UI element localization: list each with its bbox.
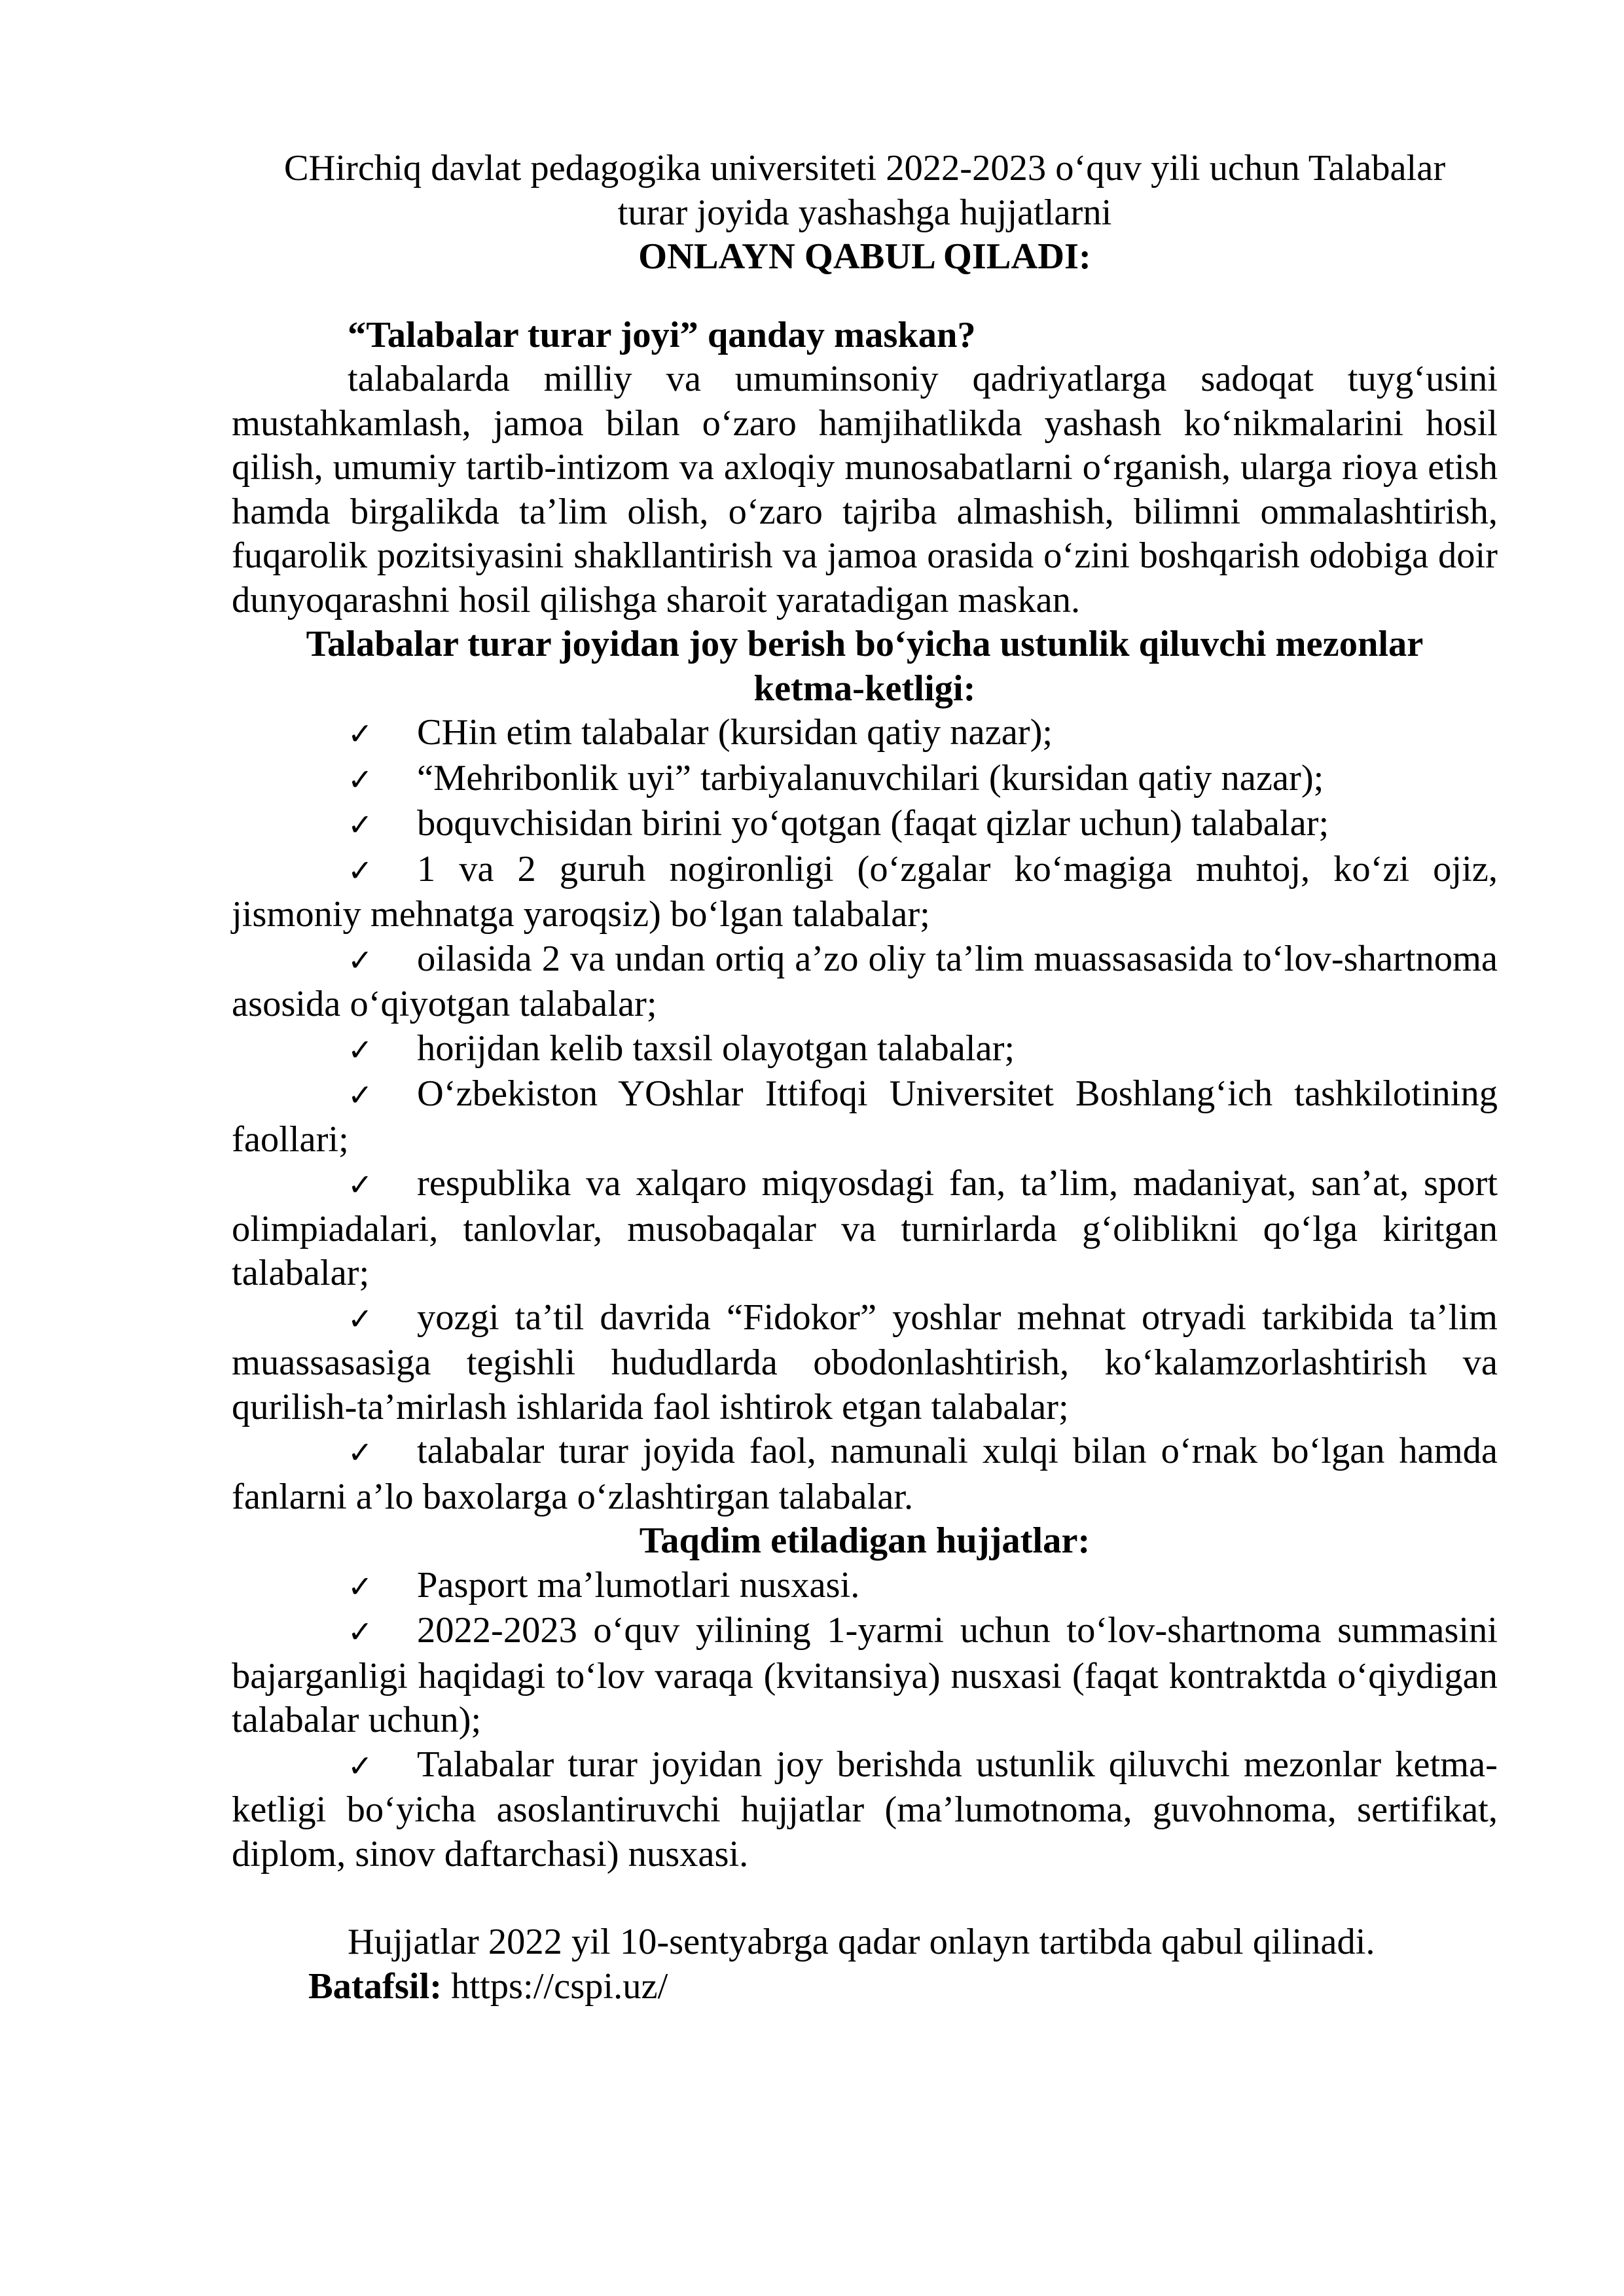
list-item xyxy=(232,1743,1498,1877)
checkmark-icon: ✓ xyxy=(348,1077,373,1113)
list-item xyxy=(232,848,1498,937)
criteria-item-text: yozgi ta’til davrida “Fidokor” yoshlar mehnat otryadi tarkibida ta’lim muassasasiga tegishli hududlarda obodonlashtirish, ko‘kalamzorlashtirish va qurilish-ta’mirlash ishlarida faol ishtirok etgan talabalar; xyxy=(232,1297,1498,1427)
deadline-note: Hujjatlar 2022 yil 10-sentyabrga qadar onlayn tartibda qabul qilinadi. xyxy=(348,1922,1375,1962)
header-line-2: turar joyida yashashga hujjatlarni xyxy=(617,192,1112,233)
checkmark-icon: ✓ xyxy=(348,1568,373,1604)
list-item xyxy=(232,757,1498,802)
criteria-item-text: horijdan kelib taxsil olayotgan talabalar; xyxy=(417,1028,1015,1069)
checkmark-icon: ✓ xyxy=(348,807,373,842)
checkmark-icon: ✓ xyxy=(348,716,373,751)
list-item xyxy=(232,1027,1498,1073)
list-item xyxy=(232,1609,1498,1743)
criteria-item-text: talabalar turar joyida faol, namunali xulqi bilan o‘rnak bo‘lgan hamda fanlarni a’lo baxolarga o‘zlashtirgan talabalar. xyxy=(232,1431,1498,1517)
criteria-list xyxy=(232,711,1498,1519)
checkmark-icon: ✓ xyxy=(348,1748,373,1784)
list-item xyxy=(232,1429,1498,1519)
intro-question: “Talabalar turar joyi” qanday maskan? xyxy=(348,314,976,355)
checkmark-icon: ✓ xyxy=(348,761,373,797)
checkmark-icon: ✓ xyxy=(348,1031,373,1067)
criteria-item-text: oilasida 2 va undan ortiq a’zo oliy ta’lim muassasasida to‘lov-shartnoma asosida o‘qiyotgan talabalar; xyxy=(232,938,1498,1024)
document-item-text: Pasport ma’lumotlari nusxasi. xyxy=(417,1564,860,1605)
criteria-item-text: respublika va xalqaro miqyosdagi fan, ta’lim, madaniyat, san’at, sport olimpiadalari, tanlovlar, musobaqalar va turnirlarda g‘oliblikni qo‘lga kiritgan talabalar; xyxy=(232,1163,1498,1293)
criteria-item-text: boquvchisidan birini yo‘qotgan (faqat qizlar uchun) talabalar; xyxy=(417,803,1329,844)
document-header xyxy=(232,147,1498,279)
list-item xyxy=(232,1072,1498,1162)
criteria-item-text: CHin etim talabalar (kursidan qatiy nazar); xyxy=(417,712,1053,753)
list-item xyxy=(232,1564,1498,1609)
more-info xyxy=(232,1965,1498,2009)
header-line-3: ONLAYN QABUL QILADI: xyxy=(638,236,1091,277)
checkmark-icon: ✓ xyxy=(348,942,373,978)
list-item xyxy=(232,1162,1498,1296)
criteria-item-text: “Mehribonlik uyi” tarbiyalanuvchilari (kursidan qatiy nazar); xyxy=(417,757,1324,798)
list-item xyxy=(232,1296,1498,1430)
intro-answer: talabalarda milliy va umuminsoniy qadriyatlarga sadoqat tuyg‘usini mustahkamlash, jamoa bilan o‘zaro hamjihatlikda yashash ko‘nikmalarini hosil qilish, umumiy tartib-intizom va axloqiy munosabatlarni o‘rganish, ularga rioya etish hamda birgalikda ta’lim olish, o‘zaro tajriba almashish, bilimni ommalashtirish, fuqarolik pozitsiyasini shakllantirish va jamoa orasida o‘zini boshqarish odobiga doir dunyoqarashni hosil qilishga sharoit yaratadigan maskan. xyxy=(232,359,1498,620)
list-item xyxy=(232,802,1498,848)
documents-heading: Taqdim etiladigan hujjatlar: xyxy=(639,1520,1091,1561)
list-item xyxy=(232,711,1498,757)
checkmark-icon: ✓ xyxy=(348,1300,373,1336)
checkmark-icon: ✓ xyxy=(348,1167,373,1202)
criteria-item-text: 1 va 2 guruh nogironligi (o‘zgalar ko‘magiga muhtoj, ko‘zi ojiz, jismoniy mehnatga yaroqsiz) bo‘lgan talabalar; xyxy=(232,848,1498,935)
more-link[interactable]: https://cspi.uz/ xyxy=(451,1965,668,2007)
checkmark-icon: ✓ xyxy=(348,1435,373,1470)
more-label: Batafsil: xyxy=(308,1965,442,2007)
documents-list xyxy=(232,1564,1498,1877)
header-line-1: CHirchiq davlat pedagogika universiteti 2022-2023 o‘quv yili uchun Talabalar xyxy=(283,148,1446,188)
checkmark-icon: ✓ xyxy=(348,852,373,888)
checkmark-icon: ✓ xyxy=(348,1614,373,1649)
criteria-heading: Talabalar turar joyidan joy berish bo‘yicha ustunlik qiluvchi mezonlar ketma-ketligi: xyxy=(306,624,1424,709)
document-item-text: 2022-2023 o‘quv yilining 1-yarmi uchun to‘lov-shartnoma summasini bajarganligi haqidagi to‘lov varaqa (kvitansiya) nusxasi (faqat kontraktda o‘qiydigan talabalar uchun); xyxy=(232,1610,1498,1740)
document-item-text: Talabalar turar joyidan joy berishda ustunlik qiluvchi mezonlar ketma-ketligi bo‘yicha asoslantiruvchi hujjatlar (ma’lumotnoma, guvohnoma, sertifikat, diplom, sinov daftarchasi) nusxasi. xyxy=(232,1744,1498,1874)
criteria-item-text: O‘zbekiston YOshlar Ittifoqi Universitet Boshlang‘ich tashkilotining faollari; xyxy=(232,1073,1498,1160)
list-item xyxy=(232,937,1498,1027)
